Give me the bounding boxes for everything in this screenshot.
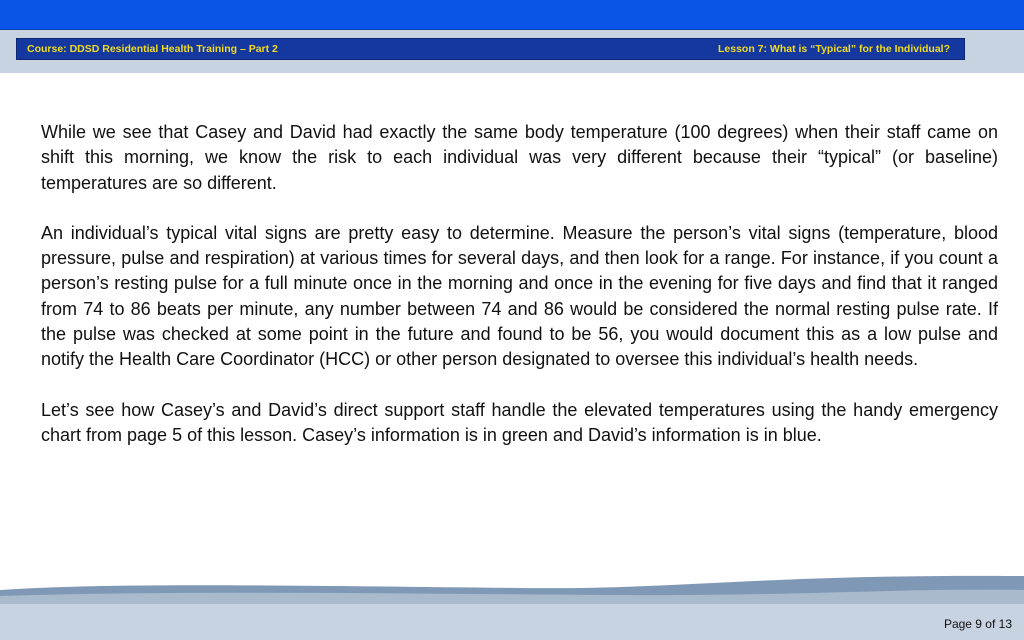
paragraph-emergency-chart: Let’s see how Casey’s and David’s direct support staff handle the elevated temperatures using the handy emergency chart from page 5 of this lesson. Casey’s information is in green and David’s information is in blue. [41,399,998,445]
course-header [16,38,965,60]
page-number: Page 9 of 13 [943,617,1012,631]
footer-bar [0,604,1024,640]
paragraph-baseline-temperature: While we see that Casey and David had exactly the same body temperature (100 degrees) when their staff came on shift this morning, we know the risk to each individual was very different because their “typical” (or baseline) temperatures are so different. [41,122,998,193]
lesson-body [41,120,998,473]
lesson-title: Lesson 7: What is “Typical” for the Individual? [718,43,950,55]
paragraph-typical-vital-signs: An individual’s typical vital signs are pretty easy to determine. Measure the person’s vital signs (temperature, blood pressure, pulse and respiration) at various times for several days, and then look for a range. For instance, if you count a person’s resting pulse for a full minute once in the morning and once in the evening for five days and find that it ranged from 74 to 86 beats per minute, any number between 74 and 86 would be considered the normal resting pulse rate. If the pulse was checked at some point in the future and found to be 56, you would document this as a low pulse and notify the Health Care Coordinator (HCC) or other person designated to oversee this individual’s health needs. [41,222,998,370]
footer-wave-decoration [0,560,1024,605]
top-blue-bar [0,0,1024,30]
course-title: Course: DDSD Residential Health Training – Part 2 [27,43,278,55]
